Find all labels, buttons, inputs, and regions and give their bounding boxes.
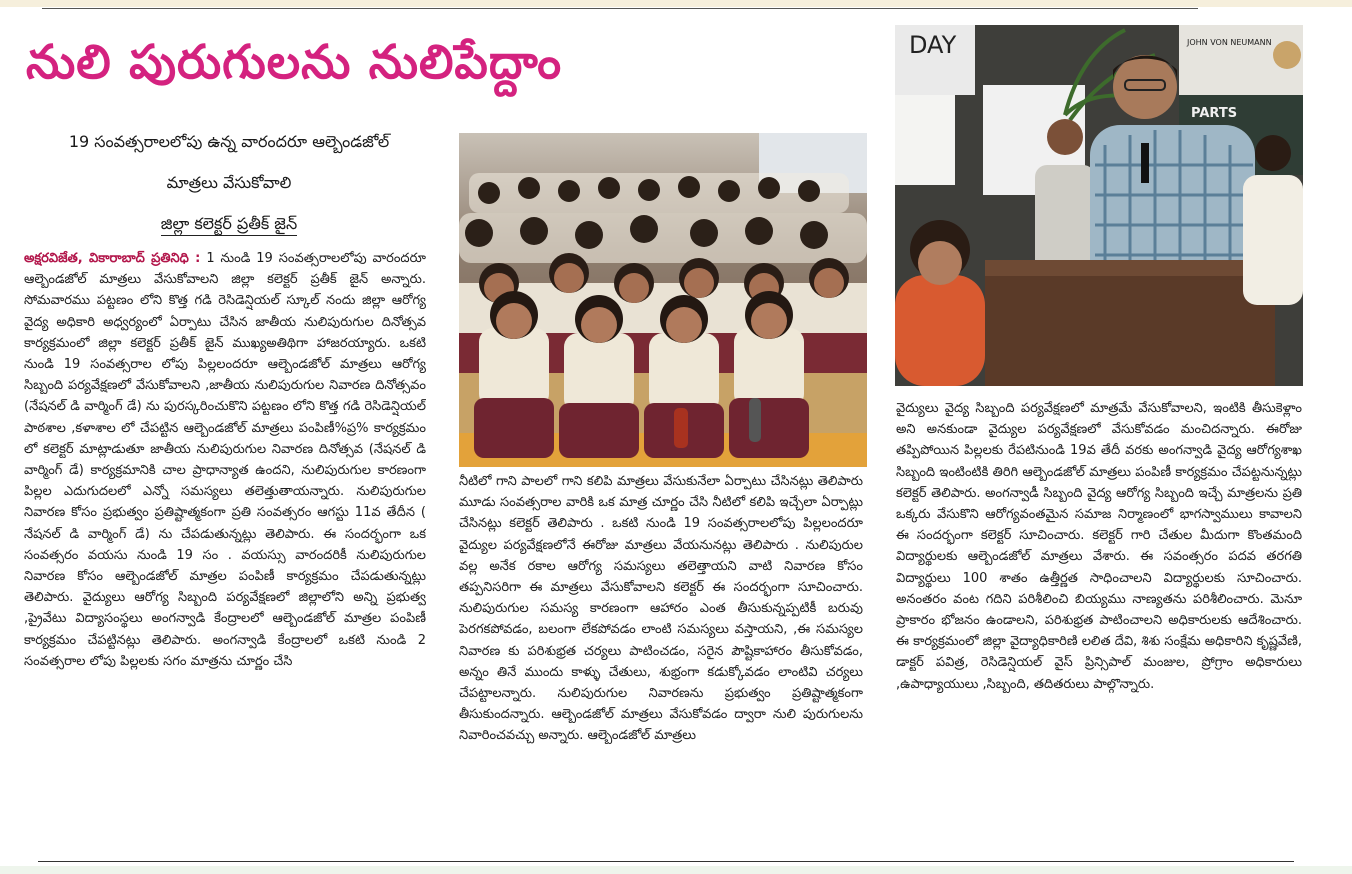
headline: నులి పురుగులను నులిపేద్దాం bbox=[26, 35, 563, 90]
article-column-1 bbox=[24, 248, 426, 848]
photo-board-text: PARTS bbox=[1191, 106, 1238, 121]
subheading-line-2: మాత్రలు వేసుకోవాలి bbox=[166, 173, 292, 192]
collector-photo-illustration bbox=[895, 25, 1303, 386]
subheading-byline-text: జిల్లా కలెక్టర్ ప్రతీక్ జైన్ bbox=[161, 214, 297, 236]
bottom-rule bbox=[38, 861, 1294, 862]
article-column-1-text: 1 నుండి 19 సంవత్సరాలలోపు వారందరూ ఆల్బెండజోల్ మాత్రలు వేసుకోవాలని జిల్లా కలెక్టర్ ప్రతీక్ జైన్ అన్నారు. సోమవారము పట్టణం లోని కొత్త గడి రెసిడెన్షియల్ స్కూల్ నందు జిల్లా ఆరోగ్య వైద్య అధికారి అధ్వర్యంలో ఏర్పాటు చేసిన జాతీయ నులిపురుగుల దినోత్సవ కార్యక్రమంలో జిల్లా కలెక్టర్ ప్రతీక్ జైన్ ముఖ్యఅతిథిగా హాజరయ్యారు. ఒకటి నుండి 19 సంవత్సరాల లోపు పిల్లలందరూ ఆల్బెండజోల్ మాత్రలు ఆరోగ్య సిబ్బంది పర్యవేక్షణలో వేసుకోవాలని ,జాతీయ నులిపురుగుల నివారణ దినోత్సవం (నేషనల్ డి వార్మింగ్ డే) ను పురస్కరించుకొని పట్టణం లోని కొత్త గడి రెసిడెన్షియల్ పాఠశాల ,కళాశాల లో చేపట్టిన ఆల్బెండజోల్ మాత్రలు పంపిణీ%ప్ర% కార్యక్రమం లో కలెక్టర్ మాట్లాడుతూ జాతీయ నులిపురుగుల నివారణ దినోత్సవ (నేషనల్ డి వార్మింగ్ డే) కార్యక్రమానికి చాల ప్రాధాన్యాత ఉందని, నులిపురుగుల కారణంగా పిల్లల ఎదుగుదలలో ఎన్నో సమస్యలు తలెత్తుతాయన్నారు. నులిపురుగుల నివారణ కోసం ప్రభుత్వం ప్రతిష్టాత్మకంగా ప్రతి సంవత్సరం ఆగస్టు 11వ తేదీన ( నేషనల్ డి వార్మింగ్ డే) ను చేపడుతున్నట్లు తెలిపారు. ఈ సందర్భంగా ఒక సంవత్సరం వయసు నుండి 19 సం . వయస్సు వారందరికీ నులిపురుగుల నివారణ కోసం ఆల్బెండజోల్ మాత్రల పంపిణీ కార్యక్రమం చేపడుతున్నట్లు తెలిపారు. వైద్యులు ఆరోగ్య సిబ్బంది పర్యవేక్షణలో జిల్లాలోని అన్ని ప్రభుత్వ ,ప్రైవేటు విద్యాసంస్థలు అంగన్వాడి కేంద్రాలలో ఆల్బెండజోల్ మాత్రల పంపిణీ కార్యక్రమం చేపట్టినట్లు తెలిపారు. అంగన్వాడి కేంద్రాలలో ఒకటి నుండి 2 సంవత్సరాల లోపు పిల్లలకు సగం మాత్రను చూర్ణం చేసి bbox=[24, 251, 426, 669]
collector-speaking-photo bbox=[895, 25, 1303, 386]
students-photo-illustration bbox=[459, 133, 867, 467]
top-rule bbox=[42, 8, 1198, 9]
photo-banner-text: JOHN VON NEUMANN bbox=[1187, 38, 1272, 47]
subheading-byline bbox=[24, 212, 434, 236]
bottom-decorative-strip bbox=[0, 866, 1352, 874]
photo-corner-text: DAY bbox=[909, 31, 957, 59]
dateline: అక్షరవిజేత, వికారాబాద్ ప్రతినిధి : bbox=[24, 251, 201, 266]
top-decorative-strip bbox=[0, 0, 1352, 7]
subheading-line-1: 19 సంవత్సరాలలోపు ఉన్న వారందరూ ఆల్బెండజోల్ bbox=[68, 132, 390, 151]
article-column-2: నీటిలో గాని పాలలో గాని కలిపి మాత్రలు వేసుకునేలా ఏర్పాటు చేసినట్లు తెలిపారు మూడు సంవత్సరాల వారికి ఒక మాత్ర చూర్ణం చేసి నీటిలో కలిపి ఇచ్చేలా ఏర్పాట్లు చేసినట్లు కలెక్టర్ తెలిపారు . ఒకటి నుండి 19 సంవత్సరాలలోపు పిల్లలందరూ వైద్యుల పర్యవేక్షణలోనే ఈరోజు మాత్రలు వేయనునట్లు తెలిపారు . నులిపురుల వల్ల అనేక రకాల ఆరోగ్య సమస్యలు తలెత్తాయని వాటి నివారణ కోసం తప్పనిసరిగా ఈ మాత్రలు వేసుకోవాలని కలెక్టర్ ఈ సందర్భంగా సూచించారు. నులిపురుగుల సమస్య కారణంగా ఆహారం ఎంత తీసుకున్నప్పటికీ బరువు పెరగకపోవడం, బలంగా లేకపోవడం లాంటి సమస్యలు వస్తాయని, ,ఈ సమస్యల నివారణ కు పరిశుభ్రత చర్యలు పాటించడం, సరైన పౌష్టికాహారం తీసుకోవడం, అన్నం తినే ముందు కాళ్ళు చేతులు, శుభ్రంగా కడుక్కోవడం లాంటివి చర్యలు చేపట్టాలన్నారు. నులిపురుగుల నివారణను ప్రభుత్వం ప్రతిష్టాత్మకంగా తీసుకుందన్నారు. ఆల్బెండజోల్ మాత్రలు వేసుకోవడం ద్వారా నులి పురుగులను నివారించవచ్చు అన్నారు. ఆల్బెండజోల్ మాత్రలు bbox=[459, 474, 863, 744]
students-seated-photo bbox=[459, 133, 867, 467]
article-column-3: వైద్యులు వైద్య సిబ్బంది పర్యవేక్షణలో మాత్రమే వేసుకోవాలని, ఇంటికి తీసుకెళ్లాం అని అనకుండా వైద్యుల పర్యవేక్షణలో వేసుకోవడం మంచిదన్నారు. ఈరోజు తప్పిపోయిన పిల్లలకు రేపటినుండి 19వ తేదీ వరకు అంగన్వాడి వైద్య ఆరోగ్యశాఖ సిబ్బంది ఇంటింటికి తిరిగి ఆల్బెండజోల్ మాత్రలు పంపిణీ కార్యక్రమం చేపట్టనున్నట్లు కలెక్టర్ తెలిపారు. అంగన్వాడీ సిబ్బంది వైద్య ఆరోగ్య సిబ్బంది ఇచ్చే మాత్రలను ప్రతి ఒక్కరు వేసుకొని ఆరోగ్యవంతమైన సమాజ నిర్మాణంలో భాగస్వాములు కావాలని ఈ సందర్భంగా కలెక్టర్ సూచించారు. కలెక్టర్ గారి చేతుల మీదుగా కొంతమంది విద్యార్థులకు ఆల్బెండజోల్ మాత్రలు వేశారు. ఈ సవంత్సరం పదవ తరగతి విద్యార్థులు 100 శాతం ఉత్తీర్ణత సాధించాలని విద్యార్థులకు సూచించారు. అనంతరం వంట గదిని పరిశీలించి బియ్యము నాణ్యతను పరిశీలించారు. మెనూ ప్రాకారం భోజనం ఉండాలని, పరిశుభ్రత పాటించాలని అధికారులకు ఆదేశించారు. ఈ కార్యక్రమంలో జిల్లా వైద్యాధికారిణి లలిత దేవి, శిశు సంక్షేమ అధికారిని కృష్ణవేణి, డాక్టర్ పవిత్ర, రెసిడెన్షియల్ వైస్ ప్రిన్సిపాల్ మంజుల, ప్రోగ్రాం అధికారులు ,ఉపాధ్యాయులు ,సిబ్బంది, తదితరులు పాల్గొన్నారు. bbox=[896, 401, 1302, 692]
